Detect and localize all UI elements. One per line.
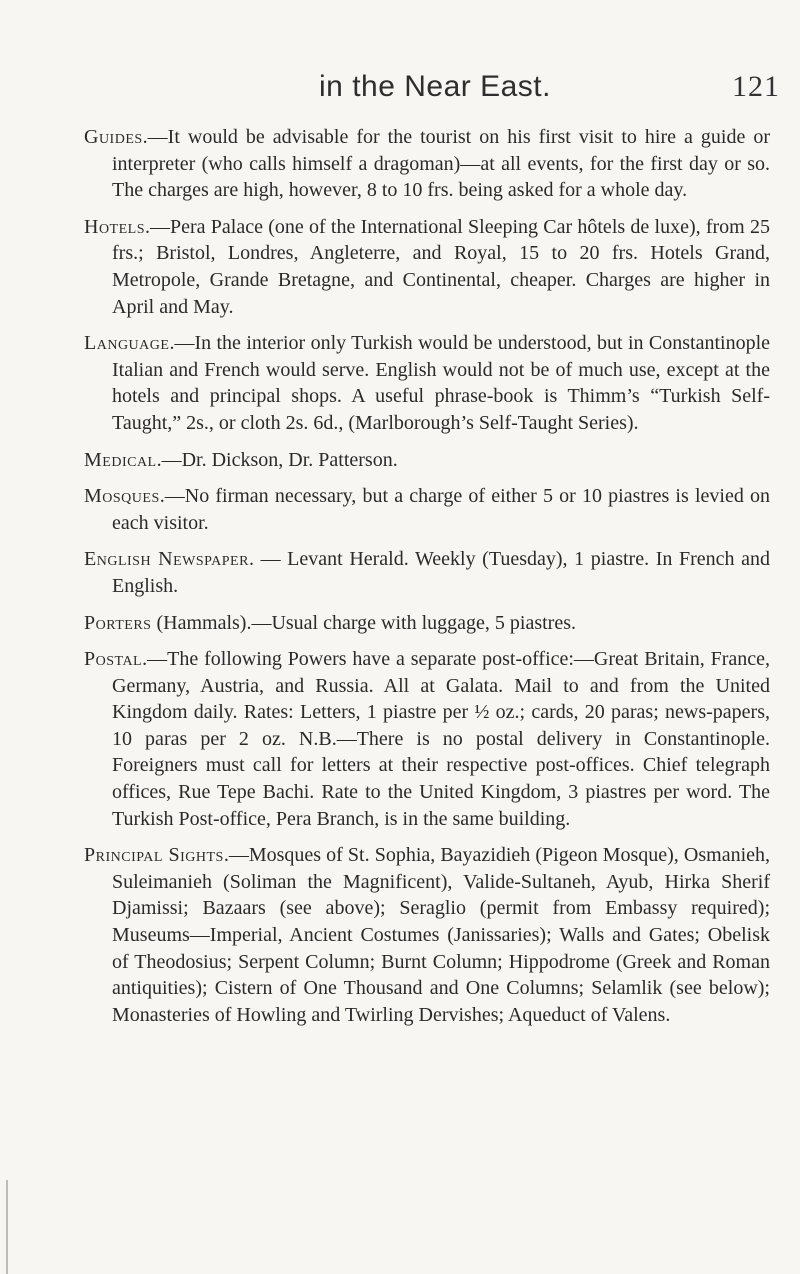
entry-hotels	[84, 214, 770, 320]
entry-porters	[84, 610, 770, 637]
page-body	[84, 124, 770, 1038]
entry-text: .—Pera Palace (one of the International Sleeping Car hôtels de luxe), from 25 frs.; Bristol, Londres, Angleterre, and Royal, 15 to 20 frs. Hotels Grand, Metropole, Grande Bretagne, and Continental, cheaper. Charges are higher in April and May.	[112, 215, 770, 318]
entry-language	[84, 330, 770, 436]
entry-guides	[84, 124, 770, 204]
entry-text: . — Levant Herald. Weekly (Tuesday), 1 piastre. In French and English.	[112, 548, 770, 597]
entry-principal-sights	[84, 842, 770, 1028]
entry-heading: Hotels	[84, 215, 145, 238]
entry-heading: Language	[84, 332, 170, 355]
entry-postal	[84, 646, 770, 832]
entry-text: .—No firman necessary, but a charge of either 5 or 10 piastres is levied on each visitor.	[112, 485, 770, 534]
entry-heading: Principal Sights	[84, 844, 224, 867]
entry-text: .—In the interior only Turkish would be understood, but in Constantinople Italian and French would serve. English would not be of much use, except at the hotels and principal shops. A useful phrase-book is Thimm’s “Turkish Self-Taught,” 2s., or cloth 2s. 6d., (Marlborough’s Self-Taught Series).	[112, 332, 770, 434]
entry-text: .—It would be advisable for the tourist on his first visit to hire a guide or interpreter (who calls himself a dragoman)—at all events, for the first day or so. The charges are high, however, 8 to 10 frs. being asked for a whole day.	[112, 126, 770, 202]
entry-text: (Hammals).—Usual charge with luggage, 5 piastres.	[151, 611, 576, 634]
page-number: 121	[732, 70, 780, 103]
entry-medical	[84, 447, 770, 474]
running-title: in the Near East.	[319, 70, 551, 103]
entry-text: .—Dr. Dickson, Dr. Patterson.	[156, 448, 398, 471]
entry-heading: Mosques	[84, 485, 160, 508]
entry-heading: Postal	[84, 648, 143, 671]
entry-text: .—The following Powers have a separate post-office:—Great Britain, France, Germany, Austria, and Russia. All at Galata. Mail to and from the United Kingdom daily. Rates: Letters, 1 piastre per ½ oz.; cards, 20 paras; news-papers, 10 paras per 2 oz. N.B.—There is no postal delivery in Constantinople. Foreigners must call for letters at their respective post-offices. Chief telegraph offices, Rue Tepe Bachi. Rate to the United Kingdom, 3 piastres per word. The Turkish Post-office, Pera Branch, is in the same building.	[112, 648, 770, 830]
entry-mosques	[84, 483, 770, 536]
page-header	[90, 70, 780, 110]
entry-heading: English Newspaper	[84, 548, 249, 571]
entry-english-newspaper	[84, 546, 770, 599]
entry-heading: Medical	[84, 448, 157, 471]
entry-heading: Porters	[84, 611, 152, 634]
entry-text: .—Mosques of St. Sophia, Bayazidieh (Pigeon Mosque), Osmanieh, Suleimanieh (Soliman the Magnificent), Valide-Sultaneh, Ayub, Hirka Sherif Djamissi; Bazaars (see above); Seraglio (permit from Embassy required); Museums—Imperial, Ancient Costumes (Janissaries); Walls and Gates; Obelisk of Theodosius; Serpent Column; Burnt Column; Hippodrome (Greek and Roman antiquities); Cistern of One Thousand and One Columns; Selamlik (see below); Monasteries of Howling and Twirling Dervishes; Aqueduct of Valens.	[112, 844, 770, 1026]
page-edge-mark	[6, 1180, 8, 1274]
entry-heading: Guides	[84, 126, 143, 148]
